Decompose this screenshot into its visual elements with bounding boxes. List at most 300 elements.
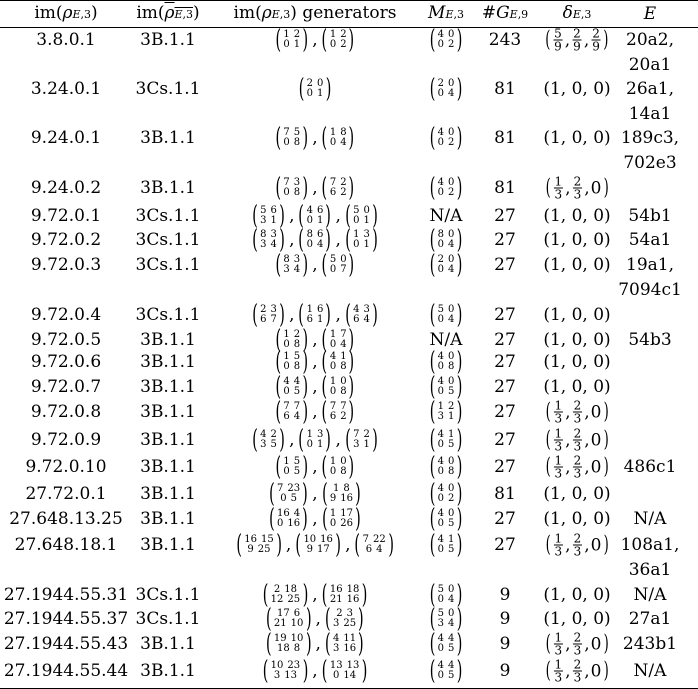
matrix-entry: 0 [437, 594, 444, 605]
matrix-entry: 1 [306, 304, 313, 315]
paren-right: ) [348, 397, 355, 427]
paren-left: ( [298, 425, 305, 455]
matrix-entry: 6 [329, 411, 337, 422]
row-delta [544, 428, 610, 453]
paren-left: ( [321, 580, 328, 610]
row-G-count: 27 [494, 352, 516, 372]
generator-matrix [320, 658, 370, 684]
matrix-entry: 5 [448, 670, 455, 681]
matrix-row [307, 89, 324, 99]
row-generators [233, 532, 397, 558]
matrix-entry: 4 [353, 304, 360, 315]
paren-right: ) [456, 74, 463, 104]
denominator: 3 [554, 544, 563, 559]
row-label: 9.72.0.8 [30, 402, 102, 422]
matrix-entry: 0 [280, 493, 287, 504]
top-rule [0, 0, 698, 1]
comma: , [312, 127, 318, 148]
paren-left: ( [545, 427, 551, 452]
paren-right: ) [456, 580, 463, 610]
row-curve-label: 54a1 [628, 230, 672, 250]
matrix-entry: 5 [293, 456, 301, 467]
matrix-body [283, 377, 300, 397]
matrix-entry: 16 [287, 518, 301, 529]
matrix-row [438, 595, 455, 605]
row-curve-label: 189c3, [620, 128, 680, 148]
matrix-row [353, 440, 370, 450]
matrix-row [307, 315, 324, 325]
paren-right: ) [456, 25, 463, 55]
row-delta: (1, 0, 0) [543, 79, 611, 99]
paren-right: ) [279, 300, 285, 330]
numerator: 2 [573, 657, 582, 672]
paren-left: ( [269, 479, 275, 509]
matrix-row [283, 412, 300, 422]
matrix-entry: 5 [290, 493, 297, 504]
matrix-entry: 1 [283, 351, 290, 362]
paren-right: ) [456, 504, 463, 534]
matrix-body [307, 305, 324, 325]
fraction [573, 632, 583, 657]
matrix-entry: 16 [277, 508, 290, 519]
matrix-entry: 17 [316, 544, 330, 555]
row-G-count: 9 [499, 634, 511, 654]
matrix-entry: 0 [353, 215, 360, 226]
matrix-entry: 3 [260, 439, 267, 450]
row-generators [272, 399, 358, 425]
row-delta [544, 176, 610, 201]
row-image-class: 3Cs.1.1 [135, 585, 201, 605]
row-M [426, 631, 465, 657]
matrix-entry: 10 [270, 660, 284, 671]
paren-right: ) [603, 658, 609, 683]
generator-matrix [296, 76, 333, 102]
matrix-entry: 4 [448, 618, 455, 629]
paren-left: ( [298, 225, 305, 255]
paren-left: ( [275, 452, 282, 482]
row-label: 9.72.0.3 [30, 255, 102, 275]
paren-right: ) [348, 173, 355, 203]
numerator: 2 [573, 531, 582, 546]
M-matrix [427, 399, 464, 425]
M-matrix [427, 506, 464, 532]
matrix-entry: 8 [293, 361, 301, 372]
matrix-entry: 4 [340, 339, 347, 350]
delta-vector [544, 632, 610, 657]
matrix-entry: 3 [270, 304, 277, 315]
matrix-row [438, 467, 455, 477]
row-G-count: 27 [494, 402, 516, 422]
row-M [426, 252, 465, 278]
paren-right: ) [305, 604, 312, 634]
matrix-entry: 1 [363, 215, 370, 226]
matrix-entry: 3 [293, 254, 301, 265]
paren-right: ) [302, 347, 309, 377]
paren-left: ( [429, 629, 436, 659]
matrix-entry: 8 [340, 386, 347, 397]
matrix-entry: 7 [340, 264, 347, 275]
matrix-body [353, 430, 370, 450]
matrix-entry: 0 [329, 339, 337, 350]
row-curve-label: N/A [633, 585, 667, 605]
row-delta: (1, 0, 0) [543, 377, 611, 397]
paren-right: ) [456, 372, 463, 402]
generator-matrix [320, 252, 357, 278]
matrix-row [283, 188, 300, 198]
matrix-entry: 23 [287, 660, 301, 671]
row-delta: (1, 0, 0) [543, 609, 611, 629]
matrix-entry: 0 [448, 584, 455, 595]
matrix-entry: 7 [293, 401, 301, 412]
matrix-entry: 2 [448, 187, 455, 198]
numerator: 2 [573, 630, 582, 645]
matrix-entry: 3 [363, 229, 370, 240]
paren-left: ( [429, 250, 436, 280]
matrix-body [307, 230, 324, 250]
matrix-entry: 0 [340, 376, 347, 387]
matrix-body [330, 661, 359, 681]
paren-right: ) [325, 225, 332, 255]
matrix-entry: 4 [283, 376, 290, 387]
matrix-entry: 15 [260, 534, 274, 545]
matrix-body [277, 509, 300, 529]
matrix-body [438, 178, 455, 198]
matrix-entry: 0 [333, 670, 340, 681]
matrix-entry: 1 [448, 534, 455, 545]
paren-right: ) [325, 74, 332, 104]
matrix-entry: 13 [329, 660, 343, 671]
matrix-entry: 3 [260, 239, 267, 250]
matrix-entry: 13 [346, 660, 360, 671]
row-delta: (1, 0, 0) [543, 305, 611, 325]
numerator: 2 [573, 453, 582, 468]
matrix-row [307, 545, 330, 555]
generator-matrix [273, 27, 310, 53]
matrix-body [307, 79, 324, 99]
matrix-entry: 1 [317, 439, 324, 450]
matrix-row [277, 519, 300, 529]
row-generators [272, 175, 358, 201]
matrix-entry: 0 [437, 264, 444, 275]
paren-left: ( [275, 397, 282, 427]
matrix-entry: 0 [448, 78, 455, 89]
matrix-entry: 0 [437, 466, 444, 477]
row-generators [272, 27, 358, 53]
row-image-class: 3B.1.1 [140, 352, 196, 372]
paren-right: ) [358, 604, 365, 634]
matrix-entry: 19 [273, 633, 287, 644]
matrix-entry: 5 [293, 351, 301, 362]
row-curve-label: 702e3 [623, 153, 677, 173]
matrix-entry: 1 [437, 401, 444, 412]
numerator: 2 [573, 398, 582, 413]
comma: , [584, 402, 590, 422]
row-delta: (1, 0, 0) [543, 330, 611, 350]
generator-matrix [261, 658, 311, 684]
matrix-entry: 2 [448, 39, 455, 50]
matrix-body [271, 585, 300, 605]
row-generators [260, 582, 371, 608]
delta-vector [544, 400, 610, 425]
paren-left: ( [275, 123, 282, 153]
matrix-body [438, 377, 455, 397]
row-generators [249, 427, 381, 453]
paren-left: ( [429, 530, 436, 560]
generator-matrix [250, 302, 287, 328]
row-label: 9.72.0.5 [30, 330, 102, 350]
row-G-count: 27 [494, 509, 516, 529]
vector-entry: 0 [590, 457, 602, 477]
matrix-row [283, 362, 300, 372]
matrix-body [260, 430, 277, 450]
row-G-count: 27 [494, 305, 516, 325]
row-M [426, 532, 465, 558]
row-image-class: 3B.1.1 [140, 30, 196, 50]
matrix-body [438, 661, 455, 681]
matrix-entry: 0 [448, 254, 455, 265]
generator-matrix [320, 399, 357, 425]
matrix-row [438, 138, 455, 148]
paren-left: ( [429, 580, 436, 610]
matrix-entry: 2 [340, 29, 347, 40]
matrix-entry: 4 [293, 411, 301, 422]
generator-matrix [320, 125, 357, 151]
matrix-entry: 0 [448, 29, 455, 40]
matrix-entry: 4 [448, 594, 455, 605]
row-M: N/A [429, 330, 463, 350]
matrix-entry: 0 [306, 239, 313, 250]
matrix-row [353, 240, 370, 250]
matrix-body [333, 609, 356, 629]
generator-matrix [296, 427, 333, 453]
row-image-class: 3B.1.1 [140, 128, 196, 148]
matrix-body [307, 206, 324, 226]
fraction [573, 533, 583, 558]
row-label: 27.1944.55.37 [3, 609, 129, 629]
M-matrix [427, 427, 464, 453]
matrix-entry: 1 [317, 314, 324, 325]
matrix-entry: 3 [273, 670, 281, 681]
vector-entry: 0 [590, 535, 602, 555]
matrix-entry: 4 [437, 660, 444, 671]
matrix-body [438, 79, 455, 99]
matrix-entry: 5 [293, 466, 301, 477]
row-delta: (1, 0, 0) [543, 128, 611, 148]
M-matrix [427, 454, 464, 480]
matrix-row [353, 315, 370, 325]
comma: , [584, 178, 590, 198]
matrix-row [260, 440, 277, 450]
row-curve-label: 20a2, [626, 30, 674, 50]
paren-right: ) [302, 452, 309, 482]
row-G-count: 27 [494, 330, 516, 350]
header-image-label: im(ρE,3) [34, 3, 98, 23]
row-M [426, 658, 465, 684]
paren-right: ) [325, 425, 332, 455]
matrix-entry: 0 [437, 39, 444, 50]
matrix-entry: 5 [448, 439, 455, 450]
matrix-body [330, 509, 353, 529]
matrix-entry: 0 [448, 177, 455, 188]
matrix-entry: 2 [270, 429, 277, 440]
matrix-entry: 0 [283, 187, 290, 198]
row-label: 9.72.0.7 [30, 377, 102, 397]
matrix-body [438, 255, 455, 275]
matrix-entry: 6 [365, 544, 373, 555]
matrix-entry: 1 [448, 429, 455, 440]
M-matrix [427, 532, 464, 558]
matrix-entry: 8 [340, 361, 347, 372]
matrix-row [280, 494, 297, 504]
row-label: 9.72.0.9 [30, 430, 102, 450]
matrix-entry: 2 [363, 429, 370, 440]
paren-left: ( [275, 347, 282, 377]
paren-right: ) [348, 325, 355, 355]
paren-left: ( [345, 225, 351, 255]
fraction [554, 455, 564, 480]
row-image-class: 3Cs.1.1 [135, 79, 201, 99]
row-generators [266, 506, 364, 532]
matrix-body [438, 585, 455, 605]
row-G-count: 81 [494, 484, 516, 504]
paren-right: ) [456, 479, 463, 509]
matrix-entry: 4 [260, 429, 267, 440]
matrix-entry: 1 [340, 351, 347, 362]
paren-left: ( [275, 250, 282, 280]
matrix-body [330, 402, 347, 422]
denominator: 3 [573, 643, 582, 658]
row-G-count: 27 [494, 206, 516, 226]
numerator: 1 [554, 398, 563, 413]
matrix-entry: 2 [340, 177, 347, 188]
delta-vector [544, 28, 611, 53]
matrix-entry: 8 [343, 483, 350, 494]
paren-right: ) [348, 372, 355, 402]
denominator: 3 [554, 670, 563, 685]
paren-left: ( [429, 347, 436, 377]
matrix-body [244, 535, 273, 555]
matrix-entry: 7 [329, 177, 337, 188]
matrix-body [353, 206, 370, 226]
fraction [573, 428, 583, 453]
matrix-entry: 0 [437, 518, 444, 529]
matrix-body [330, 255, 347, 275]
paren-right: ) [456, 656, 463, 686]
row-image-class: 3Cs.1.1 [135, 609, 201, 629]
matrix-row [307, 240, 324, 250]
matrix-entry: 0 [437, 239, 444, 250]
matrix-entry: 1 [329, 329, 337, 340]
paren-left: ( [345, 300, 351, 330]
matrix-entry: 4 [437, 534, 444, 545]
row-G-count: 81 [494, 178, 516, 198]
matrix-entry: 13 [284, 670, 297, 681]
paren-left: ( [429, 225, 436, 255]
paren-right: ) [348, 347, 355, 377]
matrix-entry: 0 [448, 456, 455, 467]
numerator: 2 [573, 174, 582, 189]
matrix-entry: 9 [329, 493, 337, 504]
matrix-entry: 8 [448, 361, 455, 372]
matrix-entry: 6 [329, 187, 337, 198]
row-G-count: 81 [494, 79, 516, 99]
comma: , [584, 457, 590, 477]
matrix-body [438, 484, 455, 504]
matrix-entry: 0 [437, 544, 444, 555]
comma: , [335, 429, 341, 450]
row-image-class: 3B.1.1 [140, 178, 196, 198]
row-curve-label: 26a1, [626, 79, 674, 99]
matrix-entry: 4 [333, 633, 340, 644]
comma: , [564, 30, 571, 50]
row-G-count: 27 [494, 457, 516, 477]
matrix-entry: 0 [283, 386, 290, 397]
comma: , [312, 456, 318, 477]
matrix-entry: 0 [448, 351, 455, 362]
row-curve-label: 54b3 [628, 330, 672, 350]
matrix-row [438, 644, 455, 654]
paren-right: ) [302, 479, 309, 509]
generator-matrix [320, 27, 357, 53]
matrix-body [438, 609, 455, 629]
paren-right: ) [388, 530, 394, 560]
comma: , [289, 429, 295, 450]
matrix-body [438, 352, 455, 372]
matrix-entry: 5 [329, 254, 337, 265]
matrix-entry: 4 [437, 29, 444, 40]
matrix-entry: 7 [362, 534, 370, 545]
comma: , [565, 457, 571, 477]
row-delta: (1, 0, 0) [543, 352, 611, 372]
matrix-entry: 1 [333, 483, 340, 494]
matrix-row [333, 619, 356, 629]
comma: , [289, 205, 295, 226]
matrix-entry: 17 [277, 608, 290, 619]
matrix-entry: 4 [340, 137, 347, 148]
row-generators [266, 481, 364, 507]
comma: , [345, 534, 351, 555]
row-label: 27.72.0.1 [25, 484, 107, 504]
matrix-entry: 5 [448, 386, 455, 397]
matrix-entry: 4 [437, 508, 444, 519]
matrix-entry: 3 [293, 177, 301, 188]
matrix-entry: 4 [437, 429, 444, 440]
matrix-entry: 2 [340, 187, 347, 198]
matrix-entry: 0 [448, 376, 455, 387]
matrix-entry: 2 [340, 411, 347, 422]
matrix-entry: 7 [329, 401, 337, 412]
matrix-entry: 2 [448, 137, 455, 148]
matrix-entry: 1 [283, 329, 290, 340]
paren-left: ( [321, 173, 328, 203]
matrix-entry: 10 [290, 633, 304, 644]
denominator: 9 [592, 39, 600, 54]
paren-right: ) [302, 504, 309, 534]
comma: , [584, 430, 590, 450]
vector-entry: 0 [590, 634, 602, 654]
matrix-entry: 3 [333, 618, 340, 629]
matrix-entry: 1 [317, 88, 324, 99]
row-G-count: 27 [494, 255, 516, 275]
row-generators [263, 606, 368, 632]
paren-left: ( [354, 530, 361, 560]
paren-right: ) [335, 530, 341, 560]
matrix-body [271, 661, 300, 681]
paren-left: ( [321, 347, 328, 377]
comma: , [315, 633, 321, 654]
matrix-entry: 4 [448, 314, 455, 325]
numerator: 2 [573, 426, 582, 441]
